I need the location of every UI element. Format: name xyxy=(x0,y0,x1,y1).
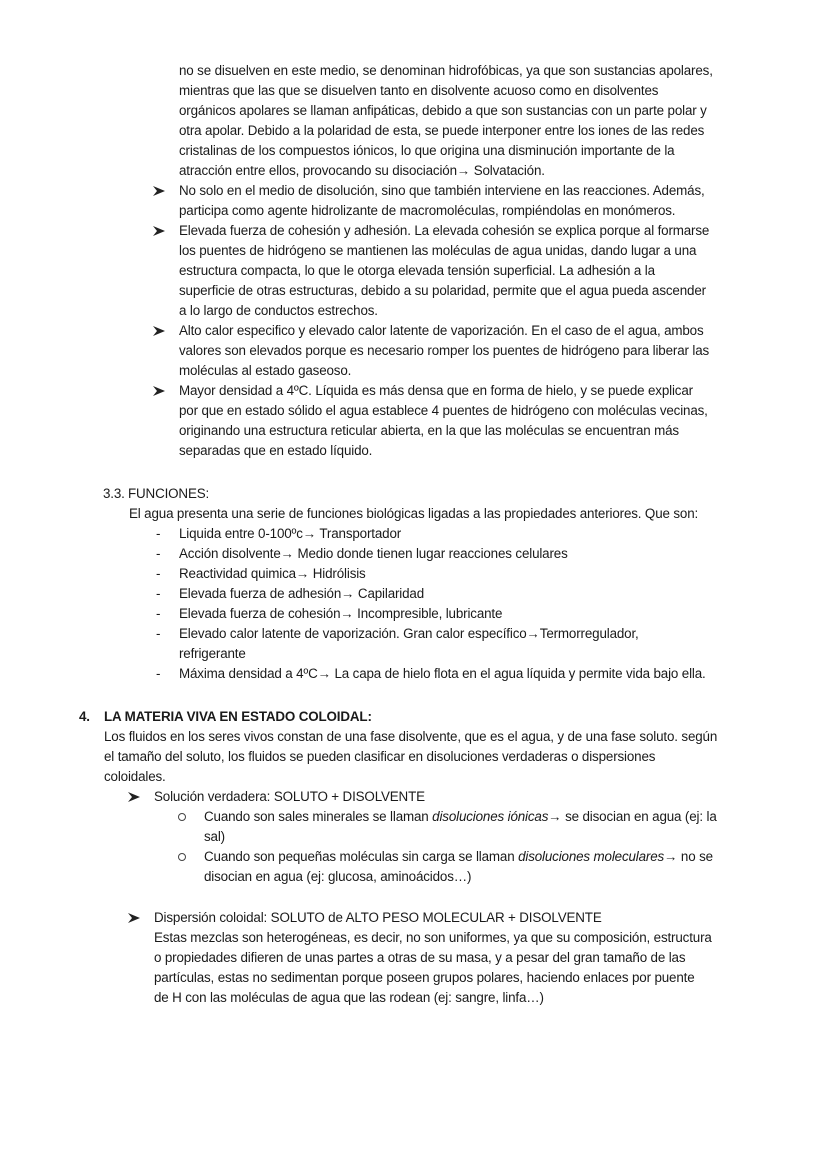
text-line: disocian en agua (ej: glucosa, aminoácidos…) xyxy=(204,869,472,884)
text-line: Elevada fuerza de cohesión→ Incompresible, lubricante xyxy=(179,606,503,621)
text-line: Elevado calor latente de vaporización. Gran calor específico→Termorregulador, xyxy=(179,626,639,641)
dash-bullet: - xyxy=(156,526,161,541)
text-line: Liquida entre 0-100ºc→ Transportador xyxy=(179,526,402,541)
text-line: Solución verdadera: SOLUTO + DISOLVENTE xyxy=(154,789,425,804)
text-line xyxy=(204,807,717,827)
section-intro: El agua presenta una serie de funciones biológicas ligadas a las propiedades anteriores. Que son: xyxy=(129,506,699,521)
italic-term: disoluciones moleculares xyxy=(518,849,665,864)
arrow-bullet-icon xyxy=(128,913,140,923)
text-line xyxy=(204,847,713,867)
text-line: partículas, estas no sedimentan porque poseen grupos polares, haciendo enlaces por puente xyxy=(154,970,695,985)
text-line: moléculas al estado gaseoso. xyxy=(179,363,352,378)
arrow-bullet-icon xyxy=(153,226,165,236)
text-line: Estas mezclas son heterogéneas, es decir, no son uniformes, ya que su composición, estructura xyxy=(154,930,712,945)
section-title: FUNCIONES: xyxy=(128,486,210,501)
arrow-bullet-icon xyxy=(153,186,165,196)
text-line: a lo largo de conductos estrechos. xyxy=(179,303,378,318)
text-line: separadas que en estado líquido. xyxy=(179,443,373,458)
italic-term: disoluciones iónicas xyxy=(432,809,549,824)
text-line: mientras que las que se disuelven tanto en disolvente acuoso como en disolventes xyxy=(179,83,659,98)
text-run: Cuando son pequeñas moléculas sin carga se llaman xyxy=(204,849,519,864)
text-line: atracción entre ellos, provocando su disociación→ Solvatación. xyxy=(179,163,545,178)
section-number: 4. xyxy=(79,709,90,724)
text-run: → se disocian en agua (ej: la xyxy=(548,809,717,824)
arrow-bullet-icon xyxy=(153,386,165,396)
section-title: LA MATERIA VIVA EN ESTADO COLOIDAL: xyxy=(104,709,372,724)
text-line: valores son elevados porque es necesario romper los puentes de hidrógeno para liberar las xyxy=(179,343,710,358)
text-line: los puentes de hidrógeno se mantienen las moléculas de agua unidas, dando lugar a una xyxy=(179,243,697,258)
dash-bullet: - xyxy=(156,586,161,601)
text-line: Los fluidos en los seres vivos constan de una fase disolvente, que es el agua, y de una fase soluto. según xyxy=(104,729,718,744)
text-line: orgánicos apolares se llaman anfipáticas, debido a que son sustancias con un parte polar y xyxy=(179,103,707,118)
text-line: por que en estado sólido el agua establece 4 puentes de hidrógeno con moléculas vecinas, xyxy=(179,403,708,418)
section-number: 3.3. xyxy=(103,486,125,501)
text-line: superficie de otras estructuras, debido a su polaridad, permite que el agua pueda ascender xyxy=(179,283,706,298)
text-line: otra apolar. Debido a la polaridad de esta, se puede interponer entre los iones de las redes xyxy=(179,123,705,138)
text-line: No solo en el medio de disolución, sino que también interviene en las reacciones. Además, xyxy=(179,183,705,198)
text-line: originando una estructura reticular abierta, en la que las moléculas se encuentran más xyxy=(179,423,679,438)
text-line: Máxima densidad a 4ºC→ La capa de hielo flota en el agua líquida y permite vida bajo ella. xyxy=(179,666,706,681)
dash-bullet: - xyxy=(156,626,161,641)
text-line: Elevada fuerza de cohesión y adhesión. La elevada cohesión se explica porque al formarse xyxy=(179,223,710,238)
text-line: participa como agente hidrolizante de macromoléculas, rompiéndolas en monómeros. xyxy=(179,203,676,218)
text-line: Reactividad quimica→ Hidrólisis xyxy=(179,566,366,581)
text-line: sal) xyxy=(204,829,225,844)
text-line: Alto calor especifico y elevado calor latente de vaporización. En el caso de el agua, ambos xyxy=(179,323,704,338)
circle-bullet-icon xyxy=(178,813,186,821)
text-line: de H con las moléculas de agua que las rodean (ej: sangre, linfa…) xyxy=(154,990,544,1005)
text-line: coloidales. xyxy=(104,769,166,784)
dash-bullet: - xyxy=(156,666,161,681)
arrow-bullet-icon xyxy=(153,326,165,336)
text-line: Elevada fuerza de adhesión→ Capilaridad xyxy=(179,586,425,601)
text-line: Dispersión coloidal: SOLUTO de ALTO PESO MOLECULAR + DISOLVENTE xyxy=(154,910,602,925)
text-line: no se disuelven en este medio, se denominan hidrofóbicas, ya que son sustancias apolares, xyxy=(179,63,713,78)
text-line: Acción disolvente→ Medio donde tienen lugar reacciones celulares xyxy=(179,546,568,561)
text-run: → no se xyxy=(664,849,713,864)
text-line: el tamaño del soluto, los fluidos se pueden clasificar en disoluciones verdaderas o dispersiones xyxy=(104,749,656,764)
dash-bullet: - xyxy=(156,606,161,621)
dash-bullet: - xyxy=(156,546,161,561)
dash-bullet: - xyxy=(156,566,161,581)
text-line: refrigerante xyxy=(179,646,246,661)
circle-bullet-icon xyxy=(178,853,186,861)
text-line: o propiedades difieren de unas partes a otras de su masa, y a pesar del gran tamaño de las xyxy=(154,950,686,965)
text-line: cristalinas de los compuestos iónicos, lo que origina una disminución importante de la xyxy=(179,143,675,158)
text-line: estructura compacta, lo que le otorga elevada tensión superficial. La adhesión a la xyxy=(179,263,655,278)
arrow-bullet-icon xyxy=(128,792,140,802)
text-line: Mayor densidad a 4ºC. Líquida es más densa que en forma de hielo, y se puede explicar xyxy=(179,383,693,398)
text-run: Cuando son sales minerales se llaman xyxy=(204,809,433,824)
